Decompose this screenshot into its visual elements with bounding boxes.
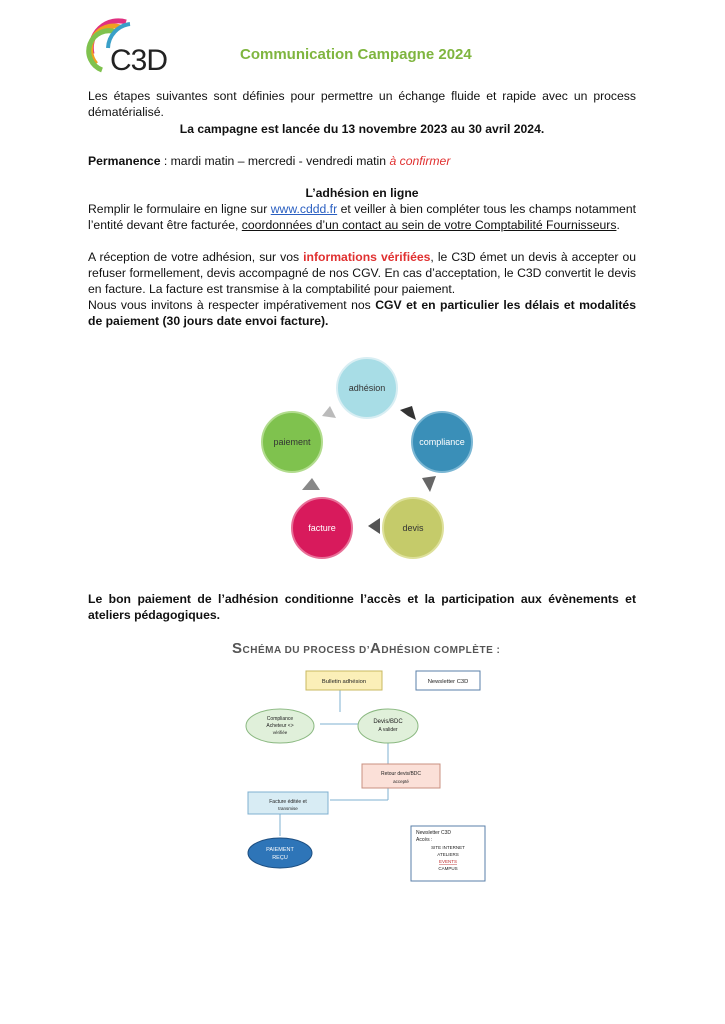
box-bulletin-label: Bulletin adhésion — [321, 679, 367, 685]
paiement-line2: REÇU — [272, 855, 288, 861]
schema-heading-a: A — [370, 640, 382, 657]
step-devis-label: devis — [402, 523, 424, 533]
retour-line1: Retour devis/BDC — [380, 771, 422, 777]
access-line3: SITE INTERNET — [431, 845, 465, 850]
ellipse-devis — [358, 709, 418, 743]
box-retour — [362, 764, 440, 788]
step-devis — [383, 498, 443, 558]
step-compliance-label: compliance — [419, 437, 465, 447]
paiement-line1: PAIEMENT — [266, 847, 294, 853]
cgv-text — [88, 297, 636, 329]
arrow-adhesion-compliance-icon — [400, 406, 416, 420]
step-adhesion-label: adhésion — [348, 383, 386, 393]
permanence-tbc: à confirmer — [389, 154, 451, 168]
box-newsletter-label: Newsletter C3D — [427, 679, 469, 685]
campaign-dates: La campagne est lancée du 13 novembre 2023 au 30 avril 2024. — [179, 122, 545, 136]
permanence-line — [88, 153, 636, 169]
box-access — [411, 826, 485, 881]
permanence-label: Permanence — [88, 154, 161, 168]
reception-text-a: A réception de votre adhésion, sur vos — [88, 250, 304, 264]
access-line1: Newsletter C3D — [416, 830, 452, 836]
step-paiement — [262, 412, 322, 472]
access-line2: Accès : — [416, 837, 433, 843]
access-line6: CAMPUS — [438, 866, 458, 871]
website-link[interactable]: www.cddd.fr — [270, 202, 338, 216]
box-bulletin — [306, 671, 382, 690]
arrow-devis-facture-icon — [368, 518, 380, 534]
access-line5: EVENTS — [438, 859, 458, 864]
adhesion-text-b: et veiller à bien compléter tous les champs notamment l’entité devant être facturée, — [88, 202, 636, 232]
cgv-text-a: Nous vous invitons à respecter impérativement nos — [88, 298, 376, 312]
permanence-days: : mardi matin – mercredi - vendredi matin — [160, 154, 390, 168]
adhesion-contact: coordonnées d’un contact au sein de votre Comptabilité Fournisseurs — [241, 218, 617, 232]
compliance-line1: Compliance — [266, 716, 294, 722]
box-facture — [248, 792, 328, 814]
schema-heading-rest: CHÉMA DU PROCESS D’ — [242, 645, 370, 656]
adhesion-text — [88, 201, 636, 233]
step-facture-label: facture — [308, 523, 336, 533]
arrow-paiement-adhesion-icon — [322, 406, 336, 418]
adhesion-text-a: Remplir le formulaire en ligne sur — [88, 202, 271, 216]
arrow-facture-paiement-icon — [302, 478, 320, 490]
schema-heading — [232, 640, 532, 657]
ellipse-paiement — [248, 838, 312, 868]
devis-line2: A valider — [378, 727, 398, 733]
cycle-diagram — [250, 350, 480, 570]
ellipse-compliance — [246, 709, 314, 743]
schema-heading-rest2: DHÉSION COMPLÈTE : — [381, 645, 501, 656]
facture-line2: transmise — [278, 806, 298, 811]
condition-text: Le bon paiement de l’adhésion conditionne l’accès et la participation aux évènements et ateliers pédagogiques. — [88, 592, 636, 622]
adhesion-text-c: . — [616, 218, 620, 232]
arrow-compliance-devis-icon — [422, 476, 436, 492]
box-newsletter — [416, 671, 480, 690]
compliance-line3: vérifiée — [272, 730, 288, 735]
reception-highlight: informations vérifiées — [303, 250, 431, 264]
step-compliance — [412, 412, 472, 472]
facture-line1: Facture éditée et — [269, 799, 307, 805]
page-title: Communication Campagne 2024 — [240, 46, 472, 63]
step-facture — [292, 498, 352, 558]
cgv-text-bold: CGV et en particulier les délais et modalités de paiement (30 jours date envoi facture). — [88, 298, 636, 328]
process-diagram — [240, 664, 500, 886]
adhesion-heading: L’adhésion en ligne — [305, 186, 419, 200]
logo — [86, 18, 166, 80]
reception-text-b: , le C3D émet un devis à accepter ou refuser formellement, devis accompagné de nos CGV. En cas d’acceptation, le C3D convertit le devis en facture. La facture est transmise à la comptabilité pour paiement. — [88, 250, 636, 296]
compliance-line2: Acheteur <> — [266, 723, 294, 729]
devis-line1: Devis/BDC — [373, 719, 403, 725]
step-adhesion — [337, 358, 397, 418]
logo-text: C3D — [110, 44, 168, 77]
access-line4: ATELIERS — [437, 852, 459, 857]
step-paiement-label: paiement — [273, 437, 311, 447]
retour-line2: accepté — [393, 779, 409, 784]
reception-text — [88, 249, 636, 297]
schema-heading-s: S — [232, 640, 243, 657]
intro-text: Les étapes suivantes sont définies pour permettre un échange fluide et rapide avec un process dématérialisé. — [88, 89, 636, 119]
